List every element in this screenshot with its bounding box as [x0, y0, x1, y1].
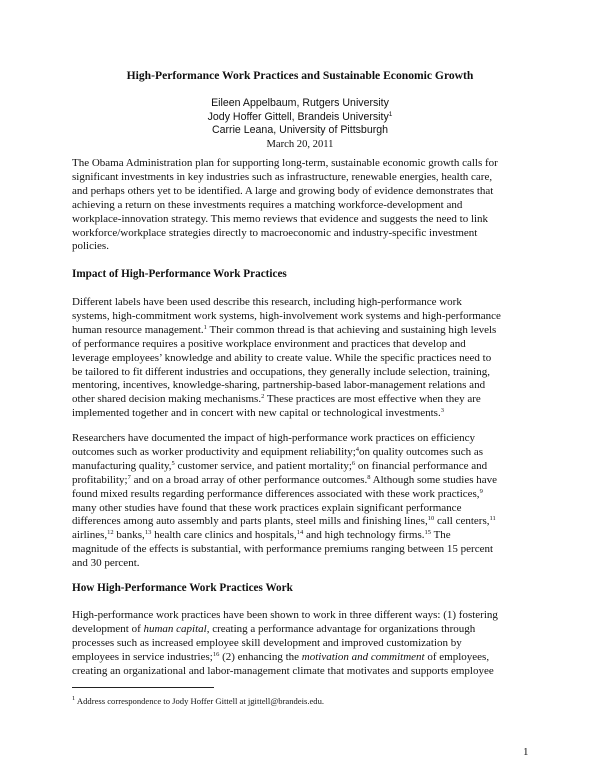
footnote-ref: 13: [144, 529, 152, 537]
author-block: [0, 97, 600, 151]
text-line: [72, 637, 532, 651]
text-run: on quality outcomes such as: [359, 445, 484, 458]
footnote-ref: 14: [296, 529, 304, 537]
author-name: Carrie Leana, University of Pittsburgh: [211, 124, 389, 136]
text-run: be tailored to fit different industries and occupations, they generally include selection, training,: [72, 365, 490, 378]
text-run: of performance requires a positive workplace environment and practices that develop and: [72, 337, 466, 350]
footnote-ref: 11: [489, 515, 496, 523]
text-line: significant investments in key industries such as infrastructure, renewable energies, health care,: [72, 170, 493, 183]
paper-title: High-Performance Work Practices and Sustainable Economic Growth: [126, 69, 474, 82]
text-line: [72, 446, 532, 460]
text-line: workforce/workplace strategies directly to macroeconomic and industry-specific investment: [72, 226, 478, 239]
footnote-ref: 4: [355, 445, 360, 453]
text-run: customer service, and patient mortality;: [174, 459, 352, 472]
footnote-ref: 16: [212, 650, 220, 658]
text-line: [72, 651, 532, 665]
text-run: , creating a performance advantage for organizations through: [206, 622, 476, 635]
date: March 20, 2011: [266, 138, 334, 150]
text-line: [72, 609, 532, 623]
text-line: [72, 324, 532, 338]
text-run: (2) enhancing the: [219, 650, 302, 663]
text-run: systems, high-commitment work systems, high-involvement work systems and high-performance: [72, 309, 501, 322]
emphasis-text: human capital: [143, 622, 207, 635]
text-line: [72, 460, 532, 474]
research-paragraph: [72, 432, 532, 571]
footnote-ref: 8: [367, 473, 371, 481]
text-run: and 30 percent.: [72, 557, 140, 570]
text-run: Different labels have been used describe this research, including high-performance work: [72, 296, 462, 308]
text-run: These practices are most effective when they are: [264, 393, 481, 406]
footnote-ref: 1: [388, 110, 393, 118]
text-run: Although some studies have: [370, 473, 498, 486]
text-line: [72, 338, 532, 352]
text-run: mentoring, incentives, knowledge-sharing, partnership-based labor-management relations and: [72, 379, 486, 392]
footnote-divider: [72, 687, 214, 688]
footnote-text: Address correspondence to Jody Hoffer Gittell at jgittell@brandeis.edu.: [75, 696, 325, 706]
footnote-ref: 2: [261, 393, 265, 401]
text-run: magnitude of the effects is substantial, with performance premiums ranging between 15 percent: [72, 543, 494, 556]
text-run: differences among auto assembly and parts plants, steel mills and finishing lines,: [72, 515, 428, 528]
footnote-ref: 7: [127, 473, 131, 481]
text-run: The: [431, 529, 451, 542]
text-line: [72, 529, 532, 543]
text-line: [72, 474, 532, 488]
text-run: employees in service industries;: [72, 650, 213, 663]
page-number: 1: [523, 746, 529, 758]
text-line: [72, 665, 532, 679]
text-run: many other studies have found that these work practices explain significant performance: [72, 501, 462, 514]
text-run: call centers,: [434, 515, 490, 528]
text-line: [72, 407, 532, 421]
intro-paragraph: [72, 157, 532, 254]
text-line: [72, 393, 532, 407]
text-run: banks,: [113, 529, 145, 542]
text-line: achieving a return on these investments requires a matching workforce-development and: [72, 198, 463, 211]
author-line: [0, 97, 600, 111]
text-run: implemented together and in concert with new capital or technological investments.: [72, 407, 441, 420]
text-line: [72, 310, 532, 324]
text-line: [72, 515, 532, 529]
text-run: processes such as increased employee skill development and improved customization by: [72, 636, 462, 649]
footnote-ref: 9: [479, 487, 483, 495]
footnote-number: 1: [72, 695, 76, 702]
mechanisms-paragraph: [72, 609, 532, 679]
footnote-ref: 10: [427, 515, 435, 523]
text-line: [72, 502, 532, 516]
footnote-ref: 1: [203, 323, 207, 331]
text-line: workplace-innovation strategy. This memo reviews that evidence and suggests the need to link: [72, 212, 489, 225]
footnote-ref: 15: [424, 529, 432, 537]
text-run: leverage employees’ knowledge and ability to create value. While the specific practices need to: [72, 351, 492, 364]
text-run: manufacturing quality,: [72, 459, 172, 472]
author-name: Jody Hoffer Gittell, Brandeis University: [207, 110, 389, 123]
text-run: human resource management.: [72, 323, 204, 336]
footnote-ref: 6: [351, 459, 356, 467]
footnote-ref: 12: [107, 529, 114, 537]
text-line: policies.: [72, 240, 109, 253]
author-line: [0, 124, 600, 138]
text-line: and perhaps others yet to be identified. A large and growing body of evidence demonstrates that: [72, 184, 494, 197]
impact-paragraph: [72, 296, 532, 421]
author-name: Eileen Appelbaum, Rutgers University: [211, 97, 389, 109]
text-run: Researchers have documented the impact of high-performance work practices on efficiency: [72, 432, 475, 444]
text-line: [72, 352, 532, 366]
text-run: outcomes such as worker productivity and equipment reliability;: [72, 445, 356, 458]
text-run: other shared decision making mechanisms.: [72, 393, 262, 406]
text-line: [72, 366, 532, 380]
text-line: [72, 543, 532, 557]
text-line: [72, 296, 532, 310]
section-heading-how: How High-Performance Work Practices Work: [72, 582, 293, 594]
text-line: [72, 488, 532, 502]
text-line: [72, 623, 532, 637]
text-run: creating an organizational and labor-management climate that motivates and supports employee: [72, 664, 494, 677]
text-run: and high technology firms.: [303, 529, 425, 542]
text-run: Their common thread is that achieving and sustaining high levels: [206, 323, 497, 336]
text-run: of employees,: [424, 650, 490, 663]
emphasis-text: motivation and commitment: [301, 650, 425, 663]
text-run: airlines,: [72, 529, 108, 542]
text-line: [72, 557, 532, 571]
footnote-ref: 3: [440, 407, 444, 415]
text-run: profitability;: [72, 473, 128, 486]
footnote: [72, 696, 324, 707]
text-run: High-performance work practices have been shown to work in three different ways: (1) fostering: [72, 609, 498, 621]
text-line: The Obama Administration plan for supporting long-term, sustainable economic growth calls for: [72, 157, 498, 169]
author-line: [0, 111, 600, 125]
text-run: found mixed results regarding performance differences associated with these work practices,: [72, 487, 480, 500]
text-line: [72, 432, 532, 446]
footnote-ref: 5: [171, 459, 175, 467]
text-run: health care clinics and hospitals,: [151, 529, 297, 542]
section-heading-impact: Impact of High-Performance Work Practices: [72, 268, 287, 280]
text-run: development of: [72, 622, 144, 635]
text-run: and on a broad array of other performance outcomes.: [130, 473, 368, 486]
text-run: on financial performance and: [355, 459, 488, 472]
text-line: [72, 379, 532, 393]
